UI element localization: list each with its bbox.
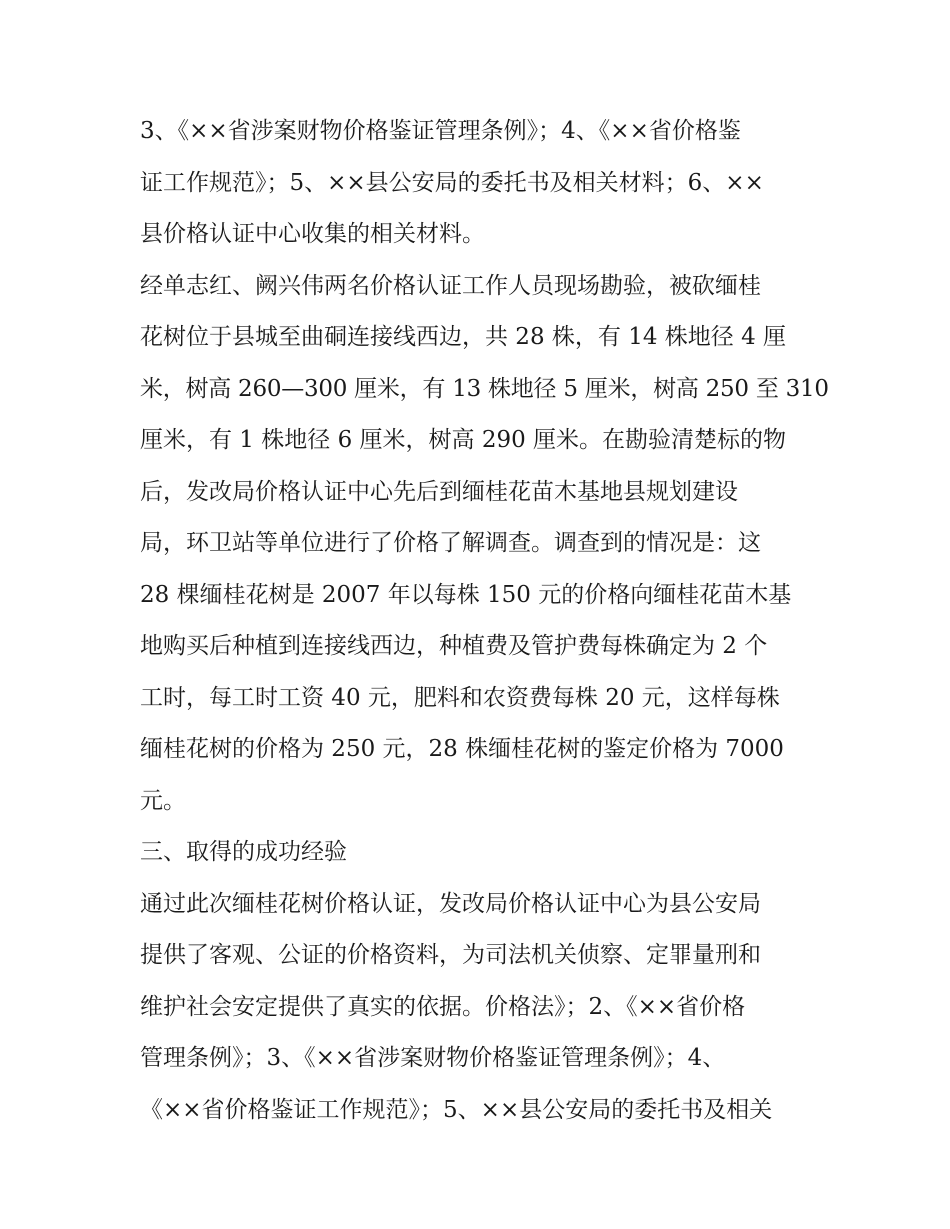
text-line: 局，环卫站等单位进行了价格了解调查。调查到的情况是：这 bbox=[140, 530, 761, 556]
text-line: 通过此次缅桂花树价格认证，发改局价格认证中心为县公安局 bbox=[140, 890, 761, 917]
text-line: 花树位于县城至曲硐连接线西边，共 28 株，有 14 株地径 4 厘 bbox=[140, 324, 787, 350]
text-line: 28 棵缅桂花树是 2007 年以每株 150 元的价格向缅桂花苗木基 bbox=[140, 581, 792, 608]
text-line: 厘米，有 1 株地径 6 厘米，树高 290 厘米。在勘验清楚标的物 bbox=[140, 427, 787, 453]
text-line: 《××省价格鉴证工作规范》；5、××县公安局的委托书及相关 bbox=[140, 1096, 773, 1123]
text-line: 缅桂花树的价格为 250 元，28 株缅桂花树的鉴定价格为 7000 bbox=[140, 736, 784, 762]
document-body bbox=[140, 106, 829, 1136]
text-line: 经单志红、阙兴伟两名价格认证工作人员现场勘验，被砍缅桂 bbox=[140, 272, 761, 299]
text-line: 证工作规范》；5、××县公安局的委托书及相关材料；6、×× bbox=[140, 169, 764, 196]
text-line: 县价格认证中心收集的相关材料。 bbox=[140, 221, 485, 247]
section-heading: 三、取得的成功经验 bbox=[140, 839, 347, 865]
text-line: 米，树高 260—300 厘米，有 13 株地径 5 厘米，树高 250 至 310 bbox=[140, 375, 829, 402]
text-line: 维护社会安定提供了真实的依据。价格法》；2、《××省价格 bbox=[140, 993, 746, 1020]
text-line: 元。 bbox=[140, 787, 186, 814]
text-line: 后，发改局价格认证中心先后到缅桂花苗木基地县规划建设 bbox=[140, 478, 738, 505]
text-line: 提供了客观、公证的价格资料，为司法机关侦察、定罪量刑和 bbox=[140, 942, 761, 968]
text-line: 3、《××省涉案财物价格鉴证管理条例》；4、《××省价格鉴 bbox=[140, 118, 741, 144]
text-line: 地购买后种植到连接线西边，种植费及管护费每株确定为 2 个 bbox=[140, 633, 768, 659]
text-line: 管理条例》；3、《××省涉案财物价格鉴证管理条例》；4、 bbox=[140, 1045, 726, 1071]
text-line: 工时，每工时工资 40 元，肥料和农资费每株 20 元，这样每株 bbox=[140, 684, 780, 711]
